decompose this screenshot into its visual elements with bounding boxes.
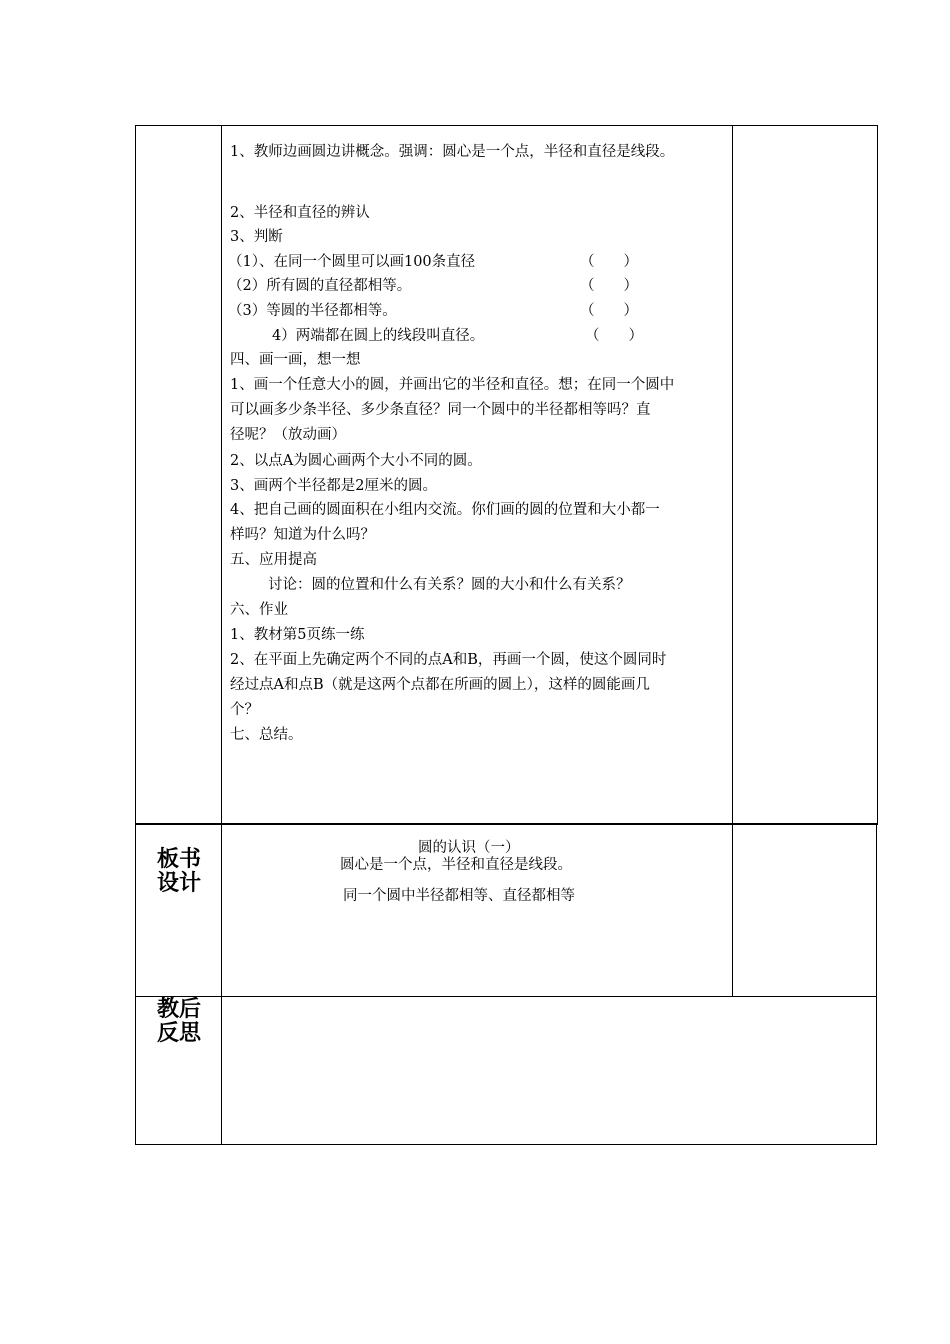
board-design-label-line2: 设计 — [156, 871, 201, 896]
table-top-border — [135, 125, 878, 126]
section-divider-reflection — [135, 996, 877, 997]
answer-bracket: （ ） — [580, 303, 638, 319]
lesson-line: 径呢？（放动画） — [230, 427, 346, 443]
lesson-line: 四、画一画，想一想 — [230, 352, 361, 368]
board-line-1: 圆心是一个点，半径和直径是线段。 — [340, 857, 572, 873]
table-left-border — [135, 125, 136, 1145]
lesson-line: 2、半径和直径的辨认 — [230, 205, 370, 221]
lesson-line: （2）所有圆的直径都相等。 — [228, 278, 412, 294]
lesson-line: 4、把自己画的圆面积在小组内交流。你们画的圆的位置和大小都一 — [230, 502, 660, 518]
lesson-line: 2、以点A为圆心画两个大小不同的圆。 — [230, 453, 482, 469]
board-line-2: 同一个圆中半径都相等、直径都相等 — [343, 888, 575, 904]
notes-column-border — [732, 125, 733, 997]
table-bottom-border — [135, 1144, 877, 1145]
lesson-line: 个？ — [230, 702, 259, 718]
lesson-line: 样吗？知道为什么吗？ — [230, 527, 375, 543]
lesson-line: 1、画一个任意大小的圆，并画出它的半径和直径。想；在同一个圆中 — [230, 377, 675, 393]
answer-bracket: （ ） — [585, 328, 643, 344]
table-right-border-bottom — [876, 823, 877, 1145]
lesson-line: 五、应用提高 — [230, 552, 317, 568]
lesson-line: 六、作业 — [230, 602, 288, 618]
reflection-label-line2: 反思 — [156, 1021, 201, 1046]
reflection-label-line1: 教后 — [156, 997, 201, 1022]
lesson-line: （1）、在同一个圆里可以画100条直径 — [228, 254, 476, 270]
lesson-line: 2、在平面上先确定两个不同的点A和B，再画一个圆，使这个圆同时 — [230, 652, 667, 668]
answer-bracket: （ ） — [580, 278, 638, 294]
lesson-line: 可以画多少条半径、多少条直径？同一个圆中的半径都相等吗？直 — [230, 402, 651, 418]
lesson-line: 七、总结。 — [230, 727, 303, 743]
label-column-border — [221, 125, 222, 1145]
lesson-line: 经过点A和点B（就是这两个点都在所画的圆上），这样的圆能画几 — [230, 677, 650, 693]
lesson-line: （3）等圆的半径都相等。 — [228, 303, 397, 319]
board-design-label — [136, 848, 222, 896]
lesson-line: 1、教师边画圆边讲概念。强调：圆心是一个点，半径和直径是线段。 — [230, 144, 675, 160]
board-title: 圆的认识（一） — [418, 840, 520, 856]
board-design-label-line1: 板书 — [156, 847, 201, 872]
answer-bracket: （ ） — [580, 254, 638, 270]
table-right-border-top — [877, 125, 878, 824]
lesson-line: 4）两端都在圆上的线段叫直径。 — [272, 328, 485, 344]
lesson-line: 1、教材第5页练一练 — [230, 627, 365, 643]
lesson-line: 3、画两个半径都是2厘米的圆。 — [230, 478, 437, 494]
lesson-line: 3、判断 — [230, 229, 283, 245]
lesson-line: 讨论：圆的位置和什么有关系？圆的大小和什么有关系？ — [268, 577, 631, 593]
reflection-label — [136, 998, 222, 1046]
section-divider-board — [135, 823, 878, 825]
